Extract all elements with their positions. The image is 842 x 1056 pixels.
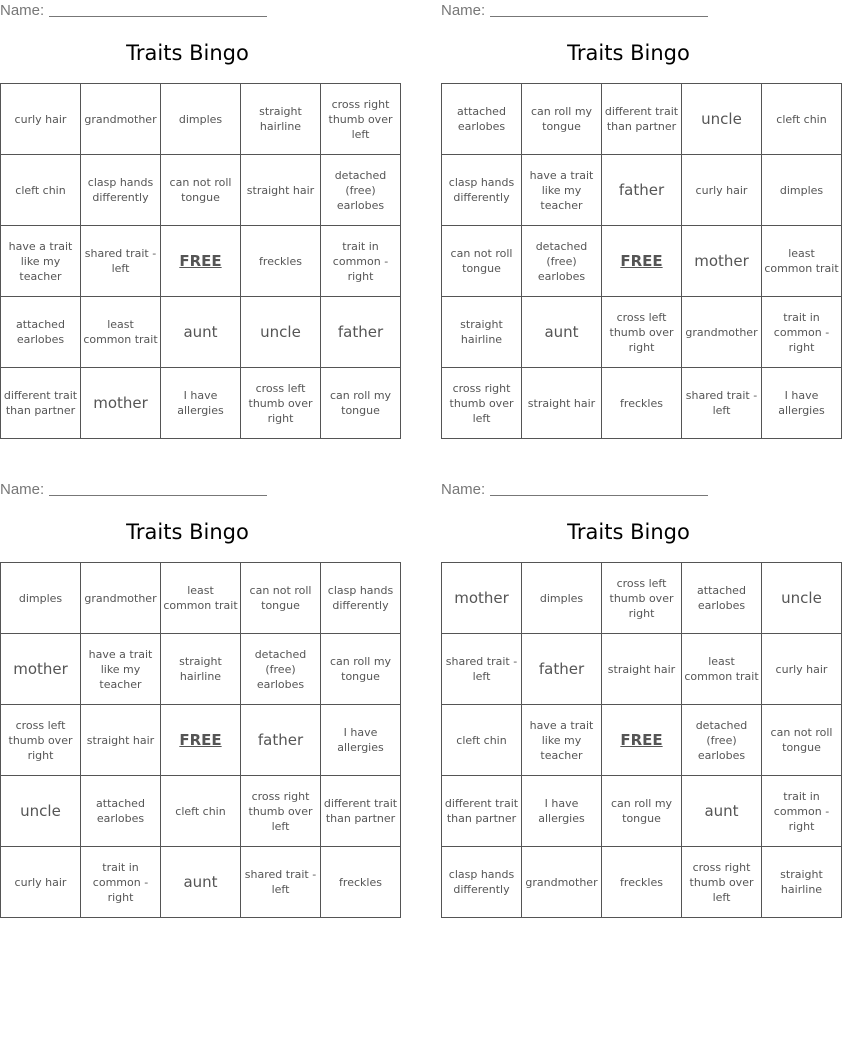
- name-label: Name:: [441, 481, 486, 498]
- bingo-square[interactable]: aunt: [161, 297, 241, 368]
- grid-row: [442, 634, 842, 705]
- bingo-square[interactable]: straight hair: [241, 155, 321, 226]
- bingo-square[interactable]: freckles: [321, 847, 401, 918]
- bingo-square[interactable]: aunt: [161, 847, 241, 918]
- bingo-square[interactable]: detached (free) earlobes: [682, 705, 762, 776]
- bingo-square[interactable]: straight hair: [81, 705, 161, 776]
- bingo-square[interactable]: different trait than partner: [442, 776, 522, 847]
- bingo-square[interactable]: cleft chin: [161, 776, 241, 847]
- bingo-square[interactable]: I have allergies: [321, 705, 401, 776]
- bingo-square[interactable]: attached earlobes: [682, 563, 762, 634]
- grid-row: [1, 84, 401, 155]
- bingo-square[interactable]: cross right thumb over left: [682, 847, 762, 918]
- bingo-square[interactable]: cross right thumb over left: [321, 84, 401, 155]
- name-label: Name:: [0, 481, 45, 498]
- bingo-square[interactable]: mother: [81, 368, 161, 439]
- bingo-square[interactable]: least common trait: [161, 563, 241, 634]
- name-label: Name:: [441, 2, 486, 19]
- bingo-square[interactable]: straight hairline: [241, 84, 321, 155]
- bingo-square[interactable]: grandmother: [81, 84, 161, 155]
- free-space[interactable]: FREE: [161, 705, 241, 776]
- bingo-square[interactable]: shared trait - left: [682, 368, 762, 439]
- grid-row: [442, 84, 842, 155]
- name-row: [0, 2, 267, 20]
- bingo-square[interactable]: attached earlobes: [81, 776, 161, 847]
- bingo-square[interactable]: cross left thumb over right: [241, 368, 321, 439]
- bingo-square[interactable]: grandmother: [81, 563, 161, 634]
- grid-row: [1, 705, 401, 776]
- bingo-card: [441, 0, 839, 440]
- name-row: [441, 481, 708, 499]
- bingo-square[interactable]: have a trait like my teacher: [522, 155, 602, 226]
- bingo-square[interactable]: trait in common - right: [762, 776, 842, 847]
- grid-row: [442, 847, 842, 918]
- bingo-square[interactable]: uncle: [682, 84, 762, 155]
- bingo-card: [441, 479, 833, 919]
- bingo-square[interactable]: father: [602, 155, 682, 226]
- bingo-square[interactable]: can roll my tongue: [602, 776, 682, 847]
- grid-row: [1, 155, 401, 226]
- bingo-square[interactable]: mother: [1, 634, 81, 705]
- bingo-square[interactable]: different trait than partner: [602, 84, 682, 155]
- name-blank-line[interactable]: [49, 2, 267, 17]
- bingo-square[interactable]: aunt: [682, 776, 762, 847]
- grid-row: [442, 563, 842, 634]
- free-space[interactable]: FREE: [161, 226, 241, 297]
- bingo-square[interactable]: clasp hands differently: [321, 563, 401, 634]
- bingo-grid: [441, 83, 842, 439]
- bingo-square[interactable]: cross right thumb over left: [241, 776, 321, 847]
- card-title: Traits Bingo: [567, 520, 690, 544]
- bingo-square[interactable]: straight hairline: [762, 847, 842, 918]
- bingo-square[interactable]: I have allergies: [762, 368, 842, 439]
- bingo-square[interactable]: can roll my tongue: [522, 84, 602, 155]
- grid-row: [442, 155, 842, 226]
- bingo-square[interactable]: mother: [442, 563, 522, 634]
- bingo-square[interactable]: attached earlobes: [1, 297, 81, 368]
- bingo-square[interactable]: curly hair: [682, 155, 762, 226]
- bingo-square[interactable]: straight hairline: [442, 297, 522, 368]
- bingo-square[interactable]: dimples: [762, 155, 842, 226]
- bingo-square[interactable]: straight hairline: [161, 634, 241, 705]
- name-blank-line[interactable]: [490, 481, 708, 496]
- bingo-square[interactable]: different trait than partner: [1, 368, 81, 439]
- name-blank-line[interactable]: [490, 2, 708, 17]
- bingo-square[interactable]: least common trait: [762, 226, 842, 297]
- bingo-grid: [0, 562, 401, 918]
- bingo-square[interactable]: cross left thumb over right: [602, 297, 682, 368]
- grid-row: [442, 368, 842, 439]
- bingo-square[interactable]: can roll my tongue: [321, 368, 401, 439]
- grid-row: [442, 776, 842, 847]
- bingo-square[interactable]: clasp hands differently: [442, 155, 522, 226]
- bingo-square[interactable]: grandmother: [522, 847, 602, 918]
- bingo-square[interactable]: dimples: [1, 563, 81, 634]
- free-space[interactable]: FREE: [602, 226, 682, 297]
- bingo-square[interactable]: uncle: [241, 297, 321, 368]
- bingo-square[interactable]: shared trait - left: [241, 847, 321, 918]
- bingo-square[interactable]: straight hair: [522, 368, 602, 439]
- bingo-square[interactable]: aunt: [522, 297, 602, 368]
- card-title: Traits Bingo: [567, 41, 690, 65]
- bingo-square[interactable]: cleft chin: [1, 155, 81, 226]
- bingo-square[interactable]: cleft chin: [442, 705, 522, 776]
- bingo-square[interactable]: have a trait like my teacher: [1, 226, 81, 297]
- grid-row: [1, 563, 401, 634]
- bingo-square[interactable]: straight hair: [602, 634, 682, 705]
- bingo-square[interactable]: detached (free) earlobes: [321, 155, 401, 226]
- bingo-square[interactable]: different trait than partner: [321, 776, 401, 847]
- bingo-square[interactable]: dimples: [161, 84, 241, 155]
- bingo-square[interactable]: have a trait like my teacher: [522, 705, 602, 776]
- bingo-square[interactable]: trait in common - right: [762, 297, 842, 368]
- bingo-square[interactable]: grandmother: [682, 297, 762, 368]
- bingo-square[interactable]: uncle: [762, 563, 842, 634]
- bingo-square[interactable]: least common trait: [81, 297, 161, 368]
- bingo-square[interactable]: freckles: [241, 226, 321, 297]
- bingo-square[interactable]: detached (free) earlobes: [522, 226, 602, 297]
- bingo-card: [0, 479, 398, 919]
- bingo-square[interactable]: cross right thumb over left: [442, 368, 522, 439]
- bingo-square[interactable]: I have allergies: [522, 776, 602, 847]
- name-row: [0, 481, 267, 499]
- free-space[interactable]: FREE: [602, 705, 682, 776]
- grid-row: [1, 847, 401, 918]
- grid-row: [1, 776, 401, 847]
- bingo-square[interactable]: freckles: [602, 368, 682, 439]
- grid-row: [442, 297, 842, 368]
- bingo-grid: [441, 562, 842, 918]
- grid-row: [1, 368, 401, 439]
- grid-row: [1, 226, 401, 297]
- bingo-square[interactable]: can not roll tongue: [161, 155, 241, 226]
- bingo-square[interactable]: attached earlobes: [442, 84, 522, 155]
- bingo-square[interactable]: least common trait: [682, 634, 762, 705]
- bingo-square[interactable]: can roll my tongue: [321, 634, 401, 705]
- bingo-square[interactable]: father: [522, 634, 602, 705]
- bingo-square[interactable]: cleft chin: [762, 84, 842, 155]
- bingo-square[interactable]: uncle: [1, 776, 81, 847]
- name-row: [441, 2, 708, 20]
- bingo-square[interactable]: can not roll tongue: [442, 226, 522, 297]
- bingo-square[interactable]: shared trait - left: [442, 634, 522, 705]
- bingo-square[interactable]: trait in common - right: [81, 847, 161, 918]
- bingo-grid: [0, 83, 401, 439]
- bingo-square[interactable]: cross left thumb over right: [602, 563, 682, 634]
- bingo-square[interactable]: can not roll tongue: [241, 563, 321, 634]
- bingo-square[interactable]: father: [321, 297, 401, 368]
- bingo-square[interactable]: shared trait - left: [81, 226, 161, 297]
- grid-row: [1, 634, 401, 705]
- bingo-card: [0, 0, 393, 440]
- bingo-square[interactable]: mother: [682, 226, 762, 297]
- bingo-square[interactable]: detached (free) earlobes: [241, 634, 321, 705]
- bingo-square[interactable]: trait in common - right: [321, 226, 401, 297]
- card-title: Traits Bingo: [126, 41, 249, 65]
- bingo-square[interactable]: have a trait like my teacher: [81, 634, 161, 705]
- bingo-square[interactable]: curly hair: [762, 634, 842, 705]
- bingo-square[interactable]: father: [241, 705, 321, 776]
- grid-row: [442, 226, 842, 297]
- name-label: Name:: [0, 2, 45, 19]
- grid-row: [442, 705, 842, 776]
- bingo-square[interactable]: clasp hands differently: [442, 847, 522, 918]
- bingo-square[interactable]: can not roll tongue: [762, 705, 842, 776]
- card-title: Traits Bingo: [126, 520, 249, 544]
- bingo-square[interactable]: I have allergies: [161, 368, 241, 439]
- bingo-square[interactable]: dimples: [522, 563, 602, 634]
- grid-row: [1, 297, 401, 368]
- bingo-square[interactable]: curly hair: [1, 847, 81, 918]
- bingo-square[interactable]: cross left thumb over right: [1, 705, 81, 776]
- bingo-square[interactable]: curly hair: [1, 84, 81, 155]
- bingo-square[interactable]: clasp hands differently: [81, 155, 161, 226]
- name-blank-line[interactable]: [49, 481, 267, 496]
- bingo-square[interactable]: freckles: [602, 847, 682, 918]
